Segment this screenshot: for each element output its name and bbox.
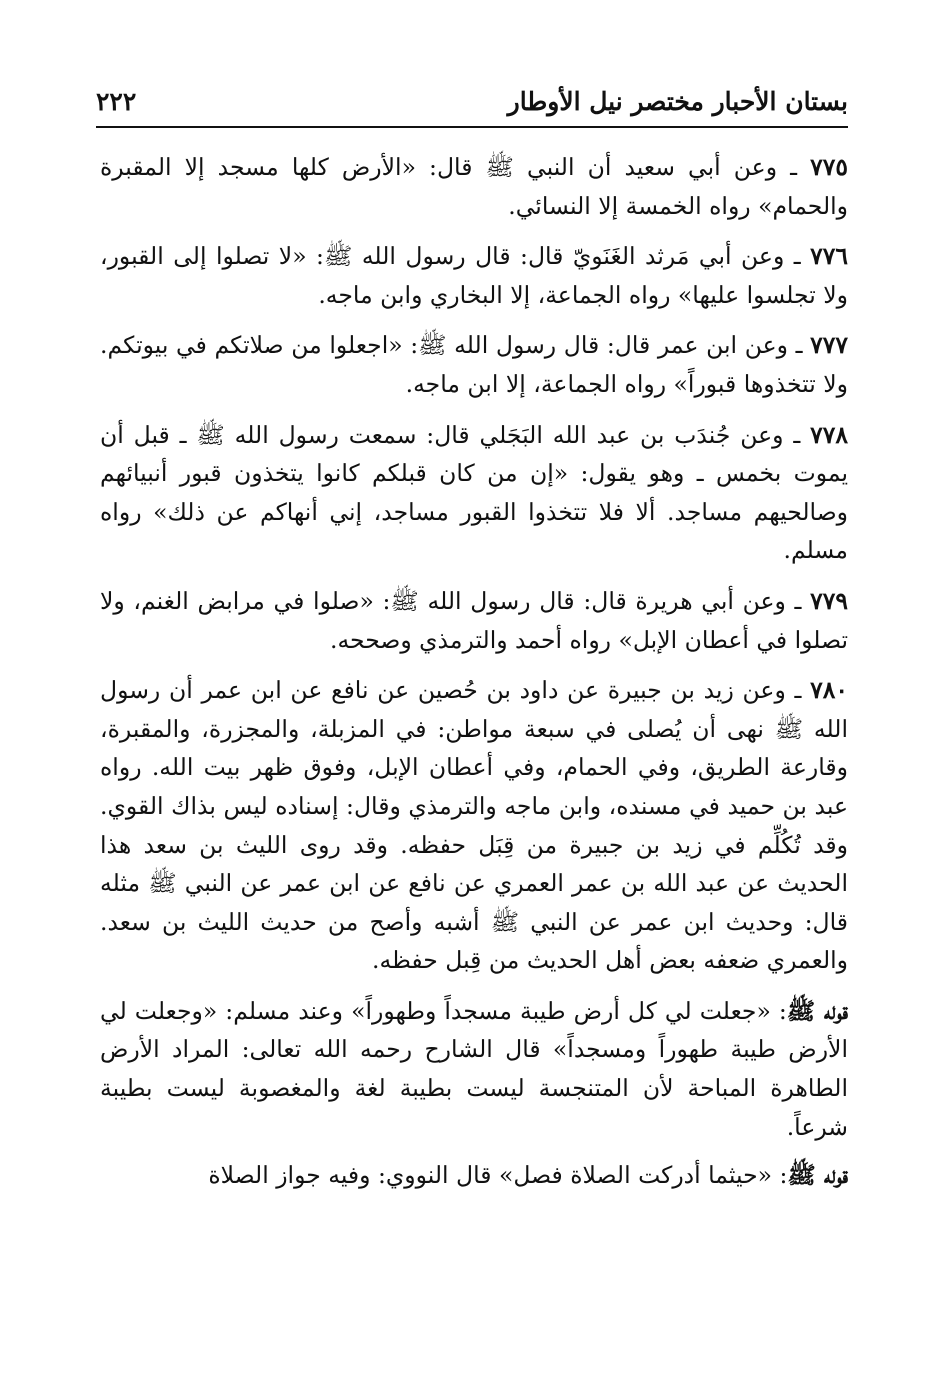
hadith-text: ـ وعن أبي سعيد أن النبي ﷺ قال: «الأرض كلها مسجد إلا المقبرة والحمام» رواه الخمسة إلا النسائي. <box>100 153 848 220</box>
hadith-number: ٧٨٠ <box>810 676 848 705</box>
hadith-text: ـ وعن جُندَب بن عبد الله البَجَلي قال: سمعت رسول الله ﷺ ـ قبل أن يموت بخمس ـ وهو يقول: «إن من كان قبلكم كانوا يتخذون قبور أنبيائهم وصالحيهم مساجد. ألا فلا تتخذوا القبور مساجد، إني أنهاكم عن ذلك» رواه مسلم. <box>100 420 848 565</box>
book-title: بستان الأحبار مختصر نيل الأوطار <box>507 86 848 116</box>
commentary-text: : «حيثما أدركت الصلاة فصل» قال النووي: وفيه جواز الصلاة <box>208 1161 788 1190</box>
header-divider <box>96 126 848 128</box>
hadith-paragraph <box>100 582 848 659</box>
commentary-lead: قوله ﷺ <box>786 996 848 1025</box>
commentary-text: : «جعلت لي كل أرض طيبة مسجداً وطهوراً» وعند مسلم: «وجعلت لي الأرض طيبة طهوراً ومسجداً» قال الشارح رحمه الله تعالى: المراد الأرض الطاهرة المباحة لأن المتنجسة ليست بطيبة لغة والمغصوبة ليست بطيبة شرعاً. <box>100 996 848 1141</box>
page-number: ٢٢٢ <box>96 86 137 116</box>
hadith-number: ٧٧٥ <box>810 153 848 181</box>
hadith-number: ٧٧٦ <box>810 242 848 271</box>
hadith-number: ٧٧٨ <box>810 420 848 449</box>
commentary-paragraph <box>100 992 848 1146</box>
hadith-text: ـ وعن ابن عمر قال: قال رسول الله ﷺ: «اجعلوا من صلاتكم في بيوتكم. ولا تتخذوها قبوراً» رواه الجماعة، إلا ابن ماجه. <box>100 331 848 398</box>
commentary-paragraph <box>100 1156 848 1195</box>
hadith-paragraph <box>100 416 848 570</box>
hadith-paragraph <box>100 148 848 225</box>
hadith-text: ـ وعن أبي هريرة قال: قال رسول الله ﷺ: «صلوا في مرابض الغنم، ولا تصلوا في أعطان الإبل» رواه أحمد والترمذي وصححه. <box>100 586 848 654</box>
page-header <box>96 80 848 122</box>
page-content <box>100 148 848 1205</box>
hadith-number: ٧٧٩ <box>810 586 848 615</box>
hadith-text: ـ وعن زيد بن جبيرة عن داود بن حُصين عن نافع عن ابن عمر أن رسول الله ﷺ نهى أن يُصلى في سبعة مواطن: في المزبلة، والمجزرة، والمقبرة، وقارعة الطريق، وفي الحمام، وفي أعطان الإبل، وفوق ظهر بيت الله. رواه عبد بن حميد في مسنده، وابن ماجه والترمذي وقال: إسناده ليس بذاك القوي. وقد تُكُلِّم في زيد بن جبيرة من قِبَل حفظه. وقد روى الليث بن سعد هذا الحديث عن عبد الله بن عمر العمري عن نافع عن ابن عمر عن النبي ﷺ مثله قال: وحديث ابن عمر عن النبي ﷺ أشبه وأصح من حديث الليث بن سعد. والعمري ضعفه بعض أهل الحديث من قِبل حفظه. <box>100 676 848 975</box>
hadith-paragraph <box>100 671 848 980</box>
hadith-number: ٧٧٧ <box>810 331 848 360</box>
hadith-text: ـ وعن أبي مَرثد الغَنَويّ قال: قال رسول الله ﷺ: «لا تصلوا إلى القبور، ولا تجلسوا عليها» رواه الجماعة، إلا البخاري وابن ماجه. <box>100 242 848 309</box>
commentary-lead: قوله ﷺ <box>787 1161 848 1190</box>
hadith-paragraph <box>100 326 848 403</box>
hadith-paragraph <box>100 237 848 314</box>
